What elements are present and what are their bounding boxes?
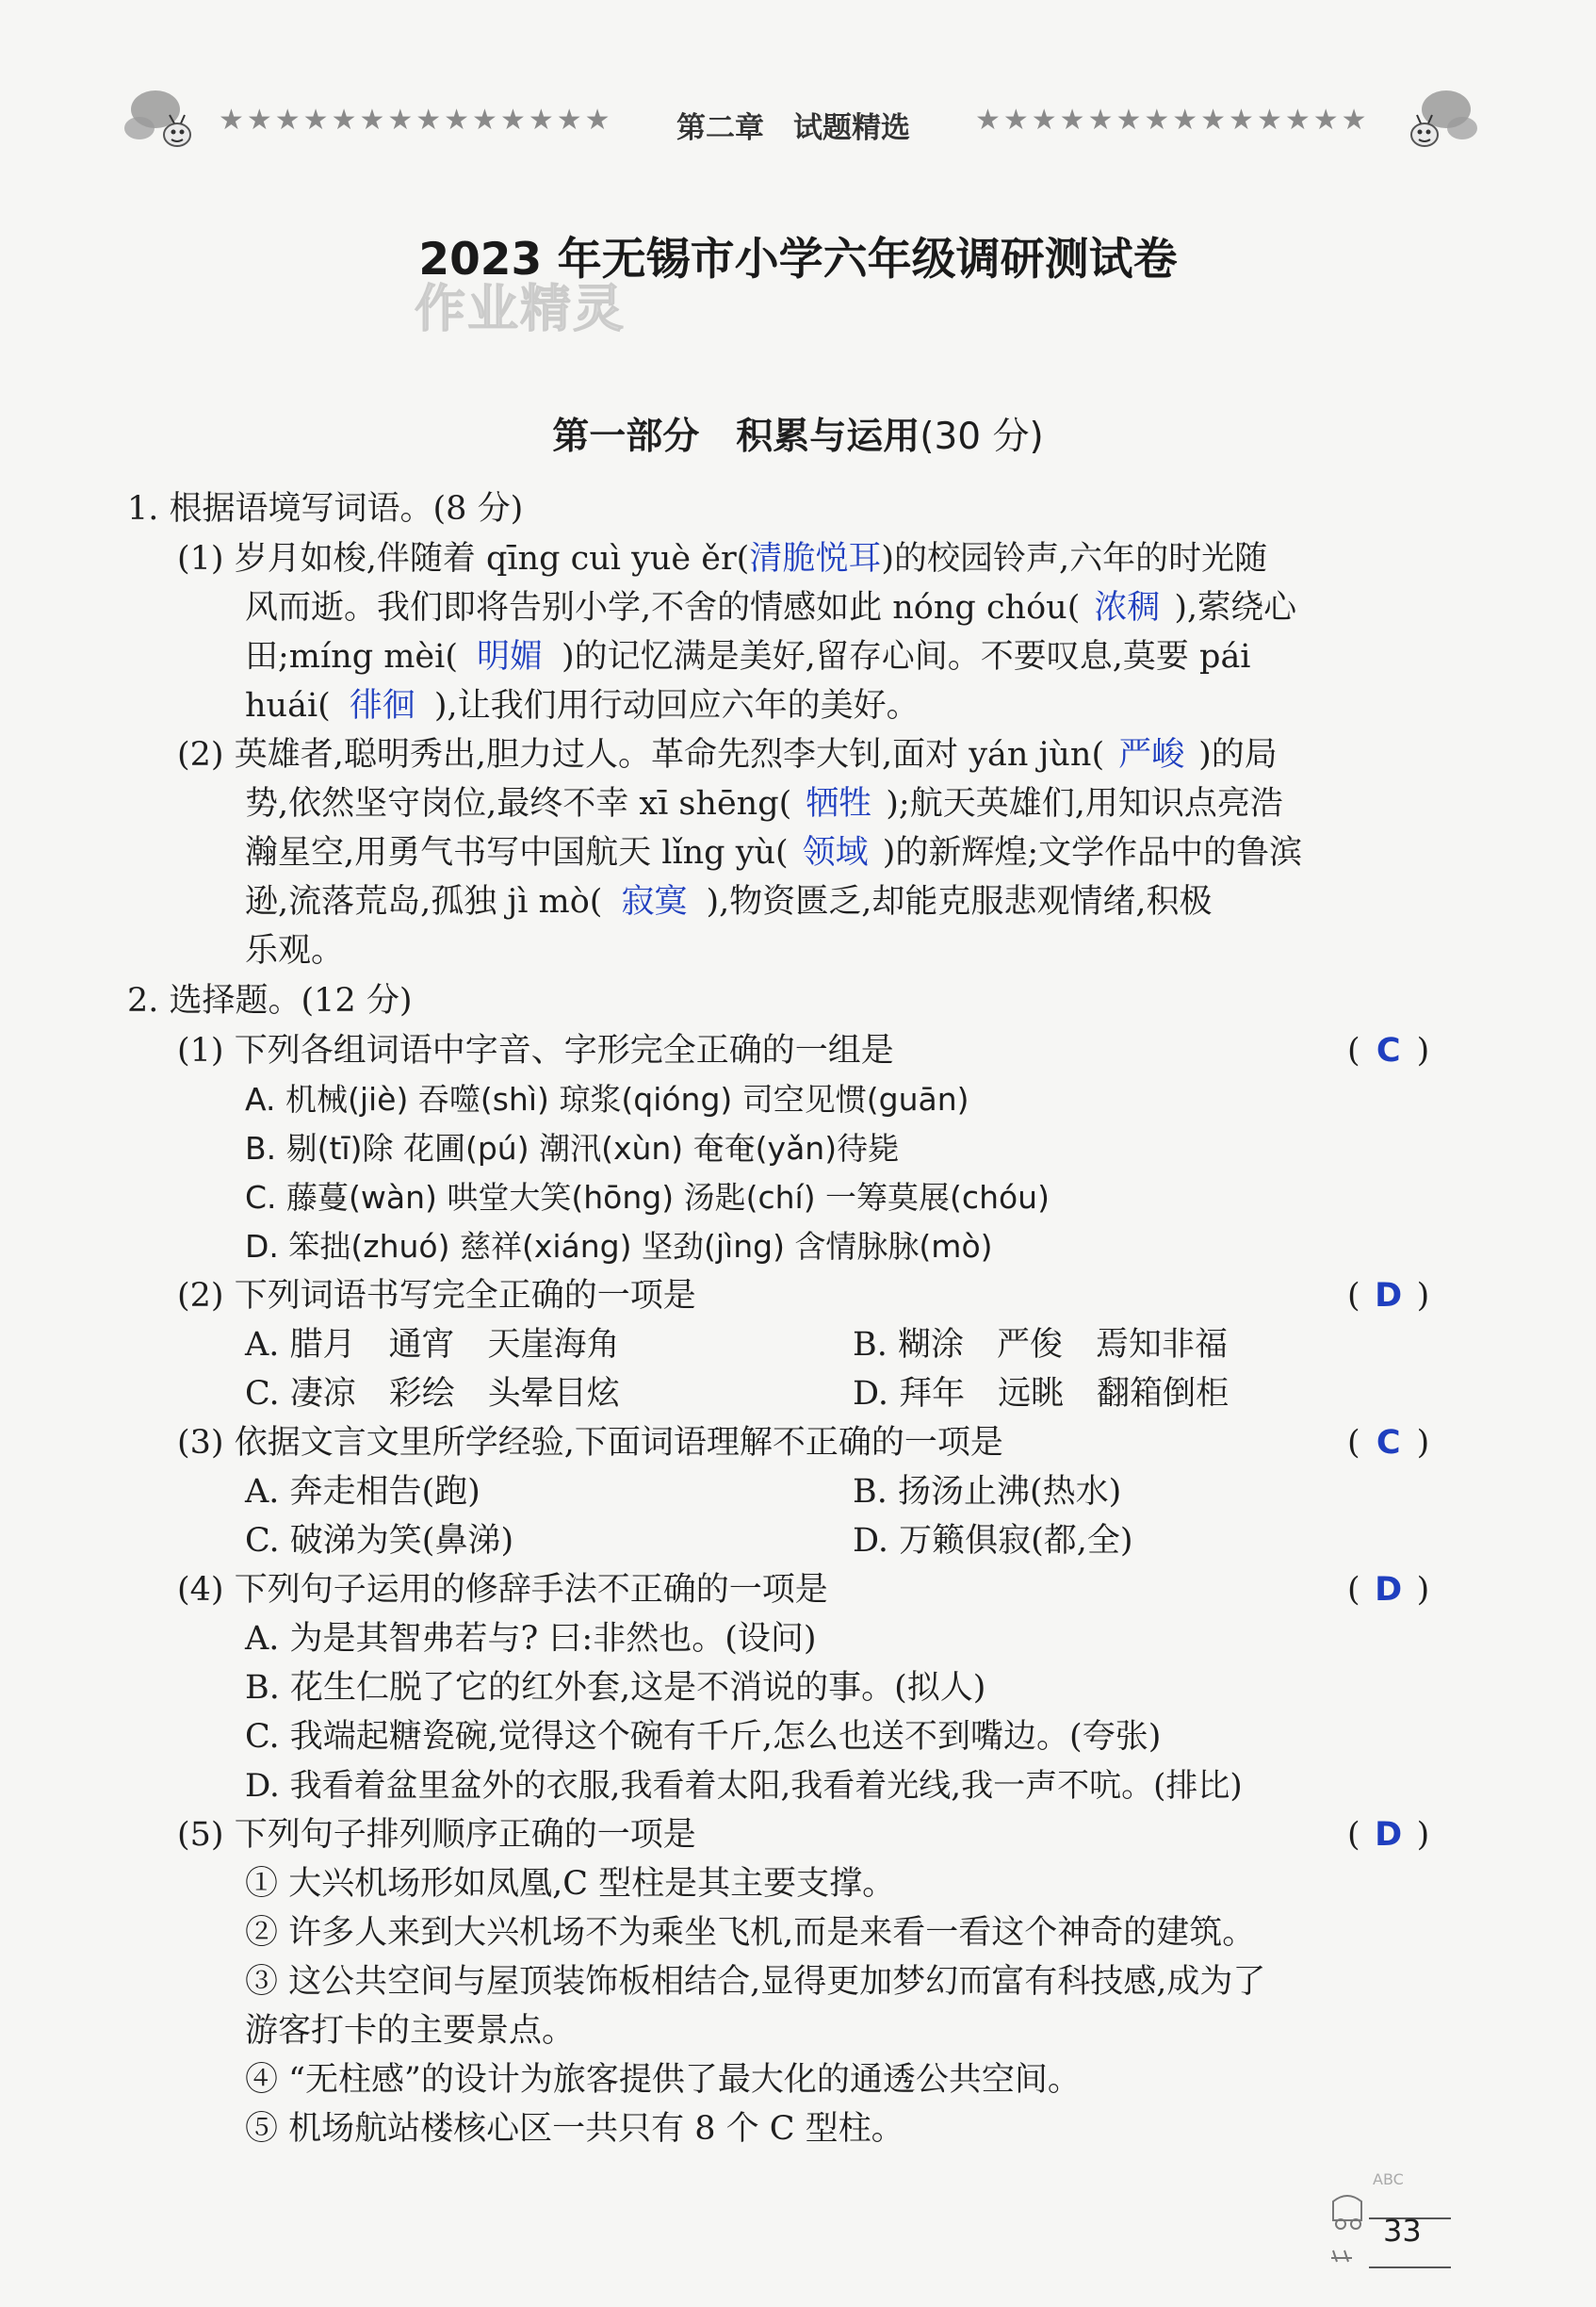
answer-fill: 浓稠 <box>1094 589 1161 627</box>
option-b: B. 糊涂 严俊 焉知非福 <box>853 1326 1228 1364</box>
bee-icon <box>1394 83 1479 158</box>
watermark: 作业精灵 <box>415 279 626 338</box>
answer-letter: D <box>1375 1571 1403 1609</box>
answer-fill: 清脆悦耳 <box>749 540 882 578</box>
option-d: D. 笨拙(zhuó) 慈祥(xiáng) 坚劲(jìng) 含情脉脉(mò) <box>245 1228 993 1265</box>
q2-s2-stem: (2) 下列词语书写完全正确的一项是 <box>177 1277 696 1315</box>
q1-p2-line1: (2) 英雄者,聪明秀出,胆力过人。革命先烈李大钊,面对 yán jùn( 严峻 )的局 <box>177 736 1278 774</box>
option-d: D. 拜年 远眺 翻箱倒柜 <box>853 1375 1230 1413</box>
q1-p2-line5: 乐观。 <box>245 932 345 970</box>
chapter-header <box>113 83 1489 158</box>
sentence-item-continued: 游客打卡的主要景点。 <box>245 2012 576 2050</box>
sentence-item: ③ 这公共空间与屋顶装饰板相结合,显得更加梦幻而富有科技感,成为了 <box>245 1963 1266 2001</box>
option-a: A. 腊月 通宵 天崖海角 <box>245 1326 620 1364</box>
option-b: B. 剔(tī)除 花圃(pú) 潮汛(xùn) 奄奄(yǎn)待毙 <box>245 1130 900 1167</box>
answer-fill: 领域 <box>802 834 869 872</box>
option-b: B. 花生仁脱了它的红外套,这是不消说的事。(拟人) <box>245 1669 986 1707</box>
sentence-item: ④ “无柱感”的设计为旅客提供了最大化的通透公共空间。 <box>245 2061 1081 2099</box>
answer-fill: 牺牲 <box>806 785 872 823</box>
answer-fill: 严峻 <box>1118 736 1185 774</box>
q1-p1-line3: 田;míng mèi( 明媚 )的记忆满是美好,留存心间。不要叹息,莫要 pái <box>245 638 1251 676</box>
sentence-item: ⑤ 机场航站楼核心区一共只有 8 个 C 型柱。 <box>245 2110 904 2148</box>
option-a: A. 为是其智弗若与? 曰:非然也。(设问) <box>245 1620 817 1658</box>
q2-s3-stem: (3) 依据文言文里所学经验,下面词语理解不正确的一项是 <box>177 1424 1003 1462</box>
option-a: A. 机械(jiè) 吞噬(shì) 琼浆(qióng) 司空见惯(guān) <box>245 1081 969 1118</box>
q1-p1-line1: (1) 岁月如梭,伴随着 qīng cuì yuè ěr(清脆悦耳)的校园铃声,六年的时光随 <box>177 540 1268 578</box>
section-score: (30 分) <box>920 416 1044 458</box>
decorative-stars-right: ★★★★★★★★★★★★★★ <box>975 104 1370 137</box>
option-c: C. 我端起糖瓷碗,觉得这个碗有千斤,怎么也送不到嘴边。(夸张) <box>245 1718 1162 1756</box>
bee-icon <box>122 83 207 158</box>
option-a: A. 奔走相告(跑) <box>245 1473 480 1511</box>
page-number: 33 <box>1383 2213 1422 2249</box>
question-1-stem: 1. 根据语境写词语。(8 分) <box>127 490 524 528</box>
answer-letter: C <box>1376 1032 1401 1070</box>
answer-bracket: ( C ) <box>1347 1032 1430 1070</box>
answer-bracket: ( C ) <box>1347 1424 1430 1462</box>
q2-s4-stem: (4) 下列句子运用的修辞手法不正确的一项是 <box>177 1571 828 1609</box>
answer-fill: 徘徊 <box>349 687 415 725</box>
q1-p2-line3: 瀚星空,用勇气书写中国航天 lǐng yù( 领域 )的新辉煌;文学作品中的鲁滨 <box>245 834 1303 872</box>
answer-bracket: ( D ) <box>1347 1816 1430 1854</box>
q2-s1-stem: (1) 下列各组词语中字音、字形完全正确的一组是 <box>177 1032 894 1070</box>
chapter-title: 第二章 试题精选 <box>676 111 910 145</box>
answer-letter: C <box>1376 1424 1401 1462</box>
question-2-stem: 2. 选择题。(12 分) <box>127 982 413 1020</box>
answer-letter: D <box>1375 1277 1403 1315</box>
q1-p2-line4: 逊,流落荒岛,孤独 jì mò( 寂寞 ),物资匮乏,却能克服悲观情绪,积极 <box>245 883 1213 921</box>
sentence-item: ② 许多人来到大兴机场不为乘坐飞机,而是来看一看这个神奇的建筑。 <box>245 1914 1256 1952</box>
answer-bracket: ( D ) <box>1347 1571 1430 1609</box>
q2-s5-stem: (5) 下列句子排列顺序正确的一项是 <box>177 1816 696 1854</box>
option-d: D. 我看着盆里盆外的衣服,我看着太阳,我看着光线,我一声不吭。(排比) <box>245 1767 1243 1805</box>
option-c: C. 破涕为笑(鼻涕) <box>245 1522 514 1560</box>
answer-bracket: ( D ) <box>1347 1277 1430 1315</box>
q1-p2-line2: 势,依然坚守岗位,最终不幸 xī shēng( 牺牲 );航天英雄们,用知识点亮浩 <box>245 785 1283 823</box>
q1-p1-line2: 风而逝。我们即将告别小学,不舍的情感如此 nóng chóu( 浓稠 ),萦绕心 <box>245 589 1297 627</box>
decorative-stars-left: ★★★★★★★★★★★★★★ <box>219 104 613 137</box>
answer-fill: 寂寞 <box>621 883 688 921</box>
section-heading <box>0 407 1596 460</box>
exam-title: 2023 年无锡市小学六年级调研测试卷 <box>418 234 1178 286</box>
section-heading-text: 第一部分 积累与运用 <box>552 416 920 458</box>
sentence-item: ① 大兴机场形如凤凰,C 型柱是其主要支撑。 <box>245 1865 896 1903</box>
option-b: B. 扬汤止沸(热水) <box>853 1473 1122 1511</box>
option-c: C. 藤蔓(wàn) 哄堂大笑(hōng) 汤匙(chí) 一筹莫展(chóu) <box>245 1179 1050 1216</box>
answer-fill: 明媚 <box>476 638 543 676</box>
answer-letter: D <box>1375 1816 1403 1854</box>
option-d: D. 万籁俱寂(都,全) <box>853 1522 1133 1560</box>
option-c: C. 凄凉 彩绘 头晕目炫 <box>245 1375 620 1413</box>
q1-p1-line4: huái( 徘徊 ),让我们用行动回应六年的美好。 <box>245 687 920 725</box>
doodle-text: ABC <box>1373 2170 1404 2188</box>
